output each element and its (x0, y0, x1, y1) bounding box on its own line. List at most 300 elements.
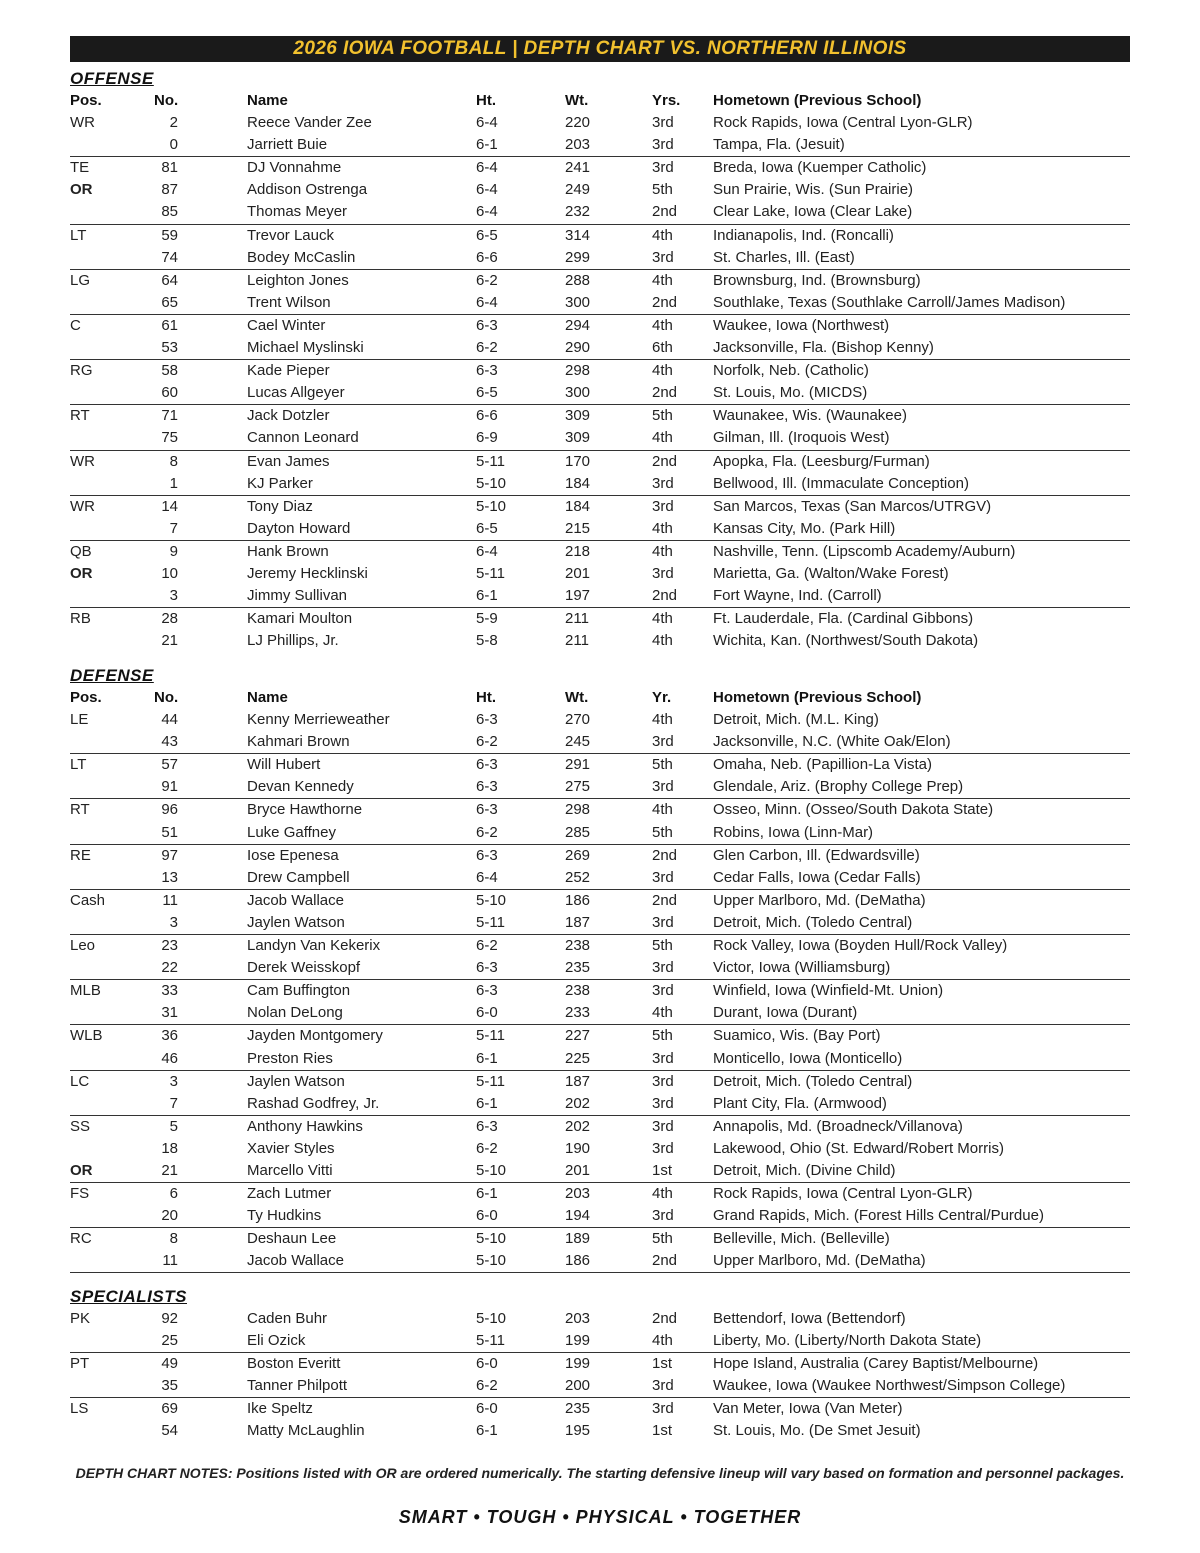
cell-name: Zach Lutmer (247, 1185, 332, 1203)
table-row (70, 315, 1130, 337)
cell-yr: 4th (652, 1332, 673, 1350)
cell-no: 11 (162, 1252, 178, 1270)
cell-yr: 3rd (652, 1139, 674, 1157)
cell-ht: 6-5 (476, 519, 498, 537)
cell-wt: 211 (565, 632, 589, 650)
table-row (70, 563, 1130, 585)
cell-no: 13 (161, 868, 178, 886)
specialists-section (70, 1286, 1130, 1443)
cell-name: Jacob Wallace (247, 1252, 344, 1270)
cell-ht: 6-5 (476, 226, 498, 244)
cell-home: Liberty, Mo. (Liberty/North Dakota State) (713, 1332, 982, 1350)
cell-ht: 6-3 (476, 362, 498, 380)
header-ht: Ht. (476, 689, 496, 706)
cell-name: Preston Ries (247, 1049, 333, 1067)
cell-home: Clear Lake, Iowa (Clear Lake) (713, 203, 913, 221)
cell-no: 69 (161, 1400, 178, 1418)
cell-pos: LE (70, 711, 89, 729)
cell-yr: 2nd (652, 293, 678, 311)
cell-yr: 3rd (652, 1094, 674, 1112)
cell-ht: 5-10 (476, 1252, 507, 1270)
cell-ht: 6-3 (476, 959, 498, 977)
cell-name: Trent Wilson (247, 293, 331, 311)
cell-wt: 227 (565, 1027, 591, 1045)
cell-name: Jayden Montgomery (247, 1027, 383, 1045)
cell-home: Breda, Iowa (Kuemper Catholic) (713, 159, 927, 177)
cell-yr: 5th (652, 937, 673, 955)
cell-wt: 298 (565, 801, 591, 819)
cell-home: Detroit, Mich. (Toledo Central) (713, 1072, 913, 1090)
cell-name: Hank Brown (247, 542, 329, 560)
cell-name: Bryce Hawthorne (247, 801, 363, 819)
cell-name: Tony Diaz (247, 497, 313, 515)
table-row (70, 1420, 1130, 1442)
cell-name: Xavier Styles (247, 1139, 335, 1157)
cell-pos: RT (70, 407, 90, 425)
cell-no: 18 (161, 1139, 178, 1157)
cell-pos: RB (70, 610, 91, 628)
offense-rows (70, 112, 1130, 652)
cell-pos: RC (70, 1230, 92, 1248)
cell-wt: 202 (565, 1094, 591, 1112)
cell-wt: 201 (565, 1161, 591, 1179)
cell-name: Cannon Leonard (247, 429, 359, 447)
table-row (70, 225, 1130, 247)
cell-yr: 3rd (652, 868, 674, 886)
cell-yr: 3rd (652, 1049, 674, 1067)
cell-name: Jimmy Sullivan (247, 587, 348, 605)
table-row (70, 1160, 1130, 1183)
cell-ht: 6-3 (476, 1117, 498, 1135)
cell-no: 14 (161, 497, 178, 515)
cell-wt: 300 (565, 293, 591, 311)
table-row (70, 337, 1130, 360)
cell-no: 74 (161, 248, 178, 266)
cell-home: Waukee, Iowa (Waukee Northwest/Simpson College) (713, 1377, 1066, 1395)
cell-ht: 6-1 (476, 1049, 498, 1067)
cell-name: Cael Winter (247, 316, 326, 334)
cell-pos: OR (70, 564, 93, 582)
defense-rows (70, 709, 1130, 1273)
cell-no: 49 (161, 1355, 178, 1373)
cell-home: Rock Rapids, Iowa (Central Lyon-GLR) (713, 114, 973, 132)
cell-yr: 5th (652, 823, 673, 841)
cell-yr: 5th (652, 756, 673, 774)
cell-yr: 2nd (652, 587, 678, 605)
cell-name: Ty Hudkins (247, 1207, 322, 1225)
cell-no: 71 (161, 407, 178, 425)
cell-home: Upper Marlboro, Md. (DeMatha) (713, 1252, 926, 1270)
cell-no: 85 (161, 203, 178, 221)
table-row (70, 360, 1130, 382)
cell-ht: 6-3 (476, 982, 498, 1000)
cell-home: San Marcos, Texas (San Marcos/UTRGV) (713, 497, 992, 515)
cell-wt: 241 (565, 159, 591, 177)
cell-yr: 3rd (652, 474, 674, 492)
cell-no: 59 (161, 226, 178, 244)
cell-yr: 4th (652, 429, 673, 447)
cell-no: 3 (169, 913, 178, 931)
cell-ht: 6-4 (476, 181, 498, 199)
cell-ht: 6-3 (476, 846, 498, 864)
cell-home: Bettendorf, Iowa (Bettendorf) (713, 1310, 906, 1327)
cell-no: 3 (169, 1072, 178, 1090)
cell-name: Thomas Meyer (247, 203, 348, 221)
table-row (70, 201, 1130, 224)
cell-yr: 5th (652, 1230, 673, 1248)
table-row (70, 867, 1130, 890)
cell-no: 25 (161, 1332, 178, 1350)
cell-ht: 5-10 (476, 1161, 507, 1179)
cell-pos: RT (70, 801, 90, 819)
cell-ht: 6-4 (476, 114, 498, 132)
cell-pos: WR (70, 452, 95, 470)
table-row (70, 451, 1130, 473)
cell-name: Iose Epenesa (247, 846, 339, 864)
cell-yr: 2nd (652, 203, 678, 221)
cell-ht: 6-1 (476, 1185, 498, 1203)
table-row (70, 630, 1130, 652)
cell-wt: 294 (565, 316, 591, 334)
cell-wt: 201 (565, 564, 591, 582)
cell-home: Kansas City, Mo. (Park Hill) (713, 519, 896, 537)
cell-yr: 3rd (652, 1117, 674, 1135)
table-row (70, 1116, 1130, 1138)
cell-home: Grand Rapids, Mich. (Forest Hills Central/Purdue) (713, 1207, 1044, 1225)
table-row (70, 382, 1130, 405)
cell-wt: 203 (565, 1185, 591, 1203)
table-row (70, 157, 1130, 179)
cell-home: Indianapolis, Ind. (Roncalli) (713, 226, 894, 244)
cell-wt: 189 (565, 1230, 591, 1248)
cell-home: Wichita, Kan. (Northwest/South Dakota) (713, 632, 979, 650)
cell-ht: 6-4 (476, 542, 498, 560)
cell-no: 21 (161, 632, 178, 650)
cell-name: Trevor Lauck (247, 226, 334, 244)
cell-home: Glendale, Ariz. (Brophy College Prep) (713, 778, 964, 796)
cell-home: Upper Marlboro, Md. (DeMatha) (713, 891, 926, 909)
cell-yr: 2nd (652, 846, 678, 864)
motto: SMART • TOUGH • PHYSICAL • TOGETHER (398, 1507, 802, 1527)
cell-ht: 6-0 (476, 1400, 498, 1418)
header-wt: Wt. (565, 689, 589, 706)
cell-name: Kenny Merrieweather (247, 711, 390, 729)
table-row (70, 585, 1130, 608)
cell-wt: 218 (565, 542, 591, 560)
table-row (70, 1308, 1130, 1330)
cell-no: 91 (161, 778, 178, 796)
cell-name: Reece Vander Zee (247, 114, 372, 132)
cell-yr: 6th (652, 339, 673, 357)
table-row (70, 845, 1130, 867)
cell-wt: 314 (565, 226, 591, 244)
cell-home: Waukee, Iowa (Northwest) (713, 316, 890, 334)
cell-name: Luke Gaffney (247, 823, 336, 841)
cell-name: Addison Ostrenga (247, 181, 368, 199)
cell-wt: 275 (565, 778, 591, 796)
cell-home: Annapolis, Md. (Broadneck/Villanova) (713, 1117, 963, 1135)
offense-section (70, 68, 1130, 652)
table-row (70, 112, 1130, 134)
cell-home: Plant City, Fla. (Armwood) (713, 1094, 887, 1112)
cell-yr: 3rd (652, 1377, 674, 1395)
table-row (70, 270, 1130, 292)
cell-no: 31 (161, 1004, 178, 1022)
cell-no: 53 (161, 339, 178, 357)
cell-no: 2 (169, 114, 178, 132)
cell-wt: 186 (565, 1252, 591, 1270)
cell-ht: 5-10 (476, 1230, 507, 1248)
cell-ht: 6-2 (476, 1377, 498, 1395)
cell-name: Matty McLaughlin (247, 1422, 365, 1440)
table-row (70, 427, 1130, 450)
cell-yr: 5th (652, 407, 673, 425)
cell-no: 97 (161, 846, 178, 864)
cell-pos: PT (70, 1355, 90, 1373)
cell-ht: 6-4 (476, 159, 498, 177)
cell-pos: PK (70, 1310, 91, 1327)
cell-yr: 4th (652, 316, 673, 334)
cell-name: Deshaun Lee (247, 1230, 337, 1248)
table-row (70, 1205, 1130, 1228)
cell-pos: C (70, 316, 81, 334)
cell-yr: 2nd (652, 891, 678, 909)
cell-ht: 6-3 (476, 778, 498, 796)
cell-name: Jeremy Hecklinski (247, 564, 368, 582)
cell-wt: 203 (565, 136, 591, 154)
cell-ht: 5-11 (476, 564, 505, 582)
cell-home: Robins, Iowa (Linn-Mar) (713, 823, 874, 841)
cell-wt: 238 (565, 937, 591, 955)
cell-wt: 285 (565, 823, 591, 841)
cell-wt: 184 (565, 497, 591, 515)
cell-no: 54 (161, 1422, 178, 1440)
cell-name: Michael Myslinski (247, 339, 364, 357)
cell-home: Waunakee, Wis. (Waunakee) (713, 407, 907, 425)
cell-home: Nashville, Tenn. (Lipscomb Academy/Auburn) (713, 542, 1016, 560)
cell-yr: 3rd (652, 497, 674, 515)
table-row (70, 473, 1130, 496)
cell-no: 36 (161, 1027, 178, 1045)
cell-home: Detroit, Mich. (M.L. King) (713, 711, 879, 729)
table-row (70, 541, 1130, 563)
cell-no: 81 (161, 159, 178, 177)
cell-pos: LS (70, 1400, 89, 1418)
cell-pos: LG (70, 271, 91, 289)
cell-ht: 6-2 (476, 823, 498, 841)
cell-ht: 5-11 (476, 1332, 505, 1350)
cell-ht: 6-1 (476, 1094, 498, 1112)
cell-no: 44 (161, 711, 178, 729)
table-row (70, 1398, 1130, 1420)
cell-ht: 6-5 (476, 384, 498, 402)
cell-name: Will Hubert (247, 756, 321, 774)
cell-name: Ike Speltz (247, 1400, 313, 1418)
cell-name: Jarriett Buie (247, 136, 328, 154)
cell-yr: 4th (652, 519, 673, 537)
cell-no: 64 (161, 271, 178, 289)
table-row (70, 754, 1130, 776)
cell-no: 35 (161, 1377, 178, 1395)
table-row (70, 1002, 1130, 1025)
cell-no: 92 (161, 1310, 178, 1327)
cell-no: 8 (169, 1230, 178, 1248)
header-name: Name (247, 92, 288, 109)
table-row (70, 1025, 1130, 1047)
cell-name: Bodey McCaslin (247, 248, 356, 266)
cell-home: Hope Island, Australia (Carey Baptist/Melbourne) (713, 1355, 1039, 1373)
table-row (70, 134, 1130, 157)
cell-home: Apopka, Fla. (Leesburg/Furman) (713, 452, 930, 470)
cell-pos: WLB (70, 1027, 103, 1045)
cell-wt: 299 (565, 248, 591, 266)
cell-pos: TE (70, 159, 90, 177)
table-row (70, 518, 1130, 541)
cell-no: 51 (161, 823, 178, 841)
cell-name: Caden Buhr (247, 1310, 328, 1327)
cell-yr: 2nd (652, 452, 678, 470)
cell-yr: 4th (652, 1185, 673, 1203)
cell-home: Southlake, Texas (Southlake Carroll/James Madison) (713, 293, 1066, 311)
header-no: No. (154, 689, 179, 706)
cell-ht: 6-4 (476, 203, 498, 221)
cell-no: 57 (161, 756, 178, 774)
cell-no: 28 (161, 610, 178, 628)
cell-ht: 6-3 (476, 316, 498, 334)
table-row (70, 496, 1130, 518)
cell-name: Evan James (247, 452, 330, 470)
cell-no: 61 (161, 316, 178, 334)
cell-no: 20 (161, 1207, 178, 1225)
header-home: Hometown (Previous School) (713, 92, 922, 109)
header-ht: Ht. (476, 92, 496, 109)
cell-ht: 6-1 (476, 587, 498, 605)
cell-ht: 6-4 (476, 868, 498, 886)
cell-name: Derek Weisskopf (247, 959, 361, 977)
cell-name: Kamari Moulton (247, 610, 353, 628)
cell-wt: 199 (565, 1355, 591, 1373)
cell-wt: 225 (565, 1049, 591, 1067)
cell-wt: 309 (565, 429, 591, 447)
cell-name: Dayton Howard (247, 519, 351, 537)
cell-pos: LC (70, 1072, 90, 1090)
cell-home: St. Louis, Mo. (De Smet Jesuit) (713, 1422, 921, 1440)
cell-name: Tanner Philpott (247, 1377, 348, 1395)
table-row (70, 179, 1130, 201)
cell-home: Sun Prairie, Wis. (Sun Prairie) (713, 181, 914, 199)
cell-pos: LT (70, 226, 87, 244)
table-row (70, 709, 1130, 731)
table-row (70, 1250, 1130, 1273)
cell-wt: 235 (565, 1400, 591, 1418)
table-row (70, 405, 1130, 427)
cell-wt: 298 (565, 362, 591, 380)
cell-wt: 199 (565, 1332, 591, 1350)
cell-pos: RG (70, 362, 93, 380)
cell-ht: 6-0 (476, 1207, 498, 1225)
cell-wt: 194 (565, 1207, 591, 1225)
header-wt: Wt. (565, 92, 589, 109)
cell-no: 60 (161, 384, 178, 402)
cell-wt: 215 (565, 519, 591, 537)
header-pos: Pos. (70, 689, 102, 706)
cell-home: Brownsburg, Ind. (Brownsburg) (713, 271, 921, 289)
cell-wt: 233 (565, 1004, 591, 1022)
cell-name: Boston Everitt (247, 1355, 341, 1373)
cell-home: Van Meter, Iowa (Van Meter) (713, 1400, 903, 1418)
cell-ht: 6-2 (476, 733, 498, 751)
cell-no: 8 (169, 452, 178, 470)
cell-yr: 3rd (652, 1072, 674, 1090)
cell-ht: 5-11 (476, 452, 505, 470)
cell-no: 6 (169, 1185, 178, 1203)
cell-name: KJ Parker (247, 474, 313, 492)
cell-yr: 3rd (652, 159, 674, 177)
table-row (70, 1048, 1130, 1071)
cell-name: DJ Vonnahme (247, 159, 342, 177)
cell-pos: MLB (70, 982, 101, 1000)
cell-name: Anthony Hawkins (247, 1117, 363, 1135)
cell-yr: 4th (652, 271, 673, 289)
table-row (70, 1353, 1130, 1375)
cell-home: Rock Rapids, Iowa (Central Lyon-GLR) (713, 1185, 973, 1203)
cell-yr: 2nd (652, 1310, 678, 1327)
table-row (70, 608, 1130, 630)
cell-wt: 270 (565, 711, 591, 729)
cell-yr: 3rd (652, 1400, 674, 1418)
cell-pos: OR (70, 181, 93, 199)
cell-home: St. Louis, Mo. (MICDS) (713, 384, 868, 402)
cell-ht: 5-8 (476, 632, 498, 650)
cell-yr: 4th (652, 610, 673, 628)
cell-wt: 184 (565, 474, 591, 492)
cell-home: Cedar Falls, Iowa (Cedar Falls) (713, 868, 921, 886)
cell-wt: 238 (565, 982, 591, 1000)
cell-name: Nolan DeLong (247, 1004, 343, 1022)
cell-wt: 232 (565, 203, 591, 221)
cell-ht: 6-2 (476, 1139, 498, 1157)
table-row (70, 980, 1130, 1002)
table-row (70, 1138, 1130, 1160)
cell-home: Jacksonville, Fla. (Bishop Kenny) (713, 339, 934, 357)
cell-no: 33 (161, 982, 178, 1000)
cell-yr: 3rd (652, 564, 674, 582)
cell-wt: 195 (565, 1422, 591, 1440)
cell-ht: 5-9 (476, 610, 498, 628)
cell-yr: 4th (652, 801, 673, 819)
cell-wt: 291 (565, 756, 591, 774)
cell-home: Omaha, Neb. (Papillion-La Vista) (713, 756, 932, 774)
cell-no: 7 (169, 1094, 178, 1112)
cell-ht: 6-0 (476, 1004, 498, 1022)
cell-wt: 200 (565, 1377, 591, 1395)
cell-yr: 3rd (652, 778, 674, 796)
cell-home: Lakewood, Ohio (St. Edward/Robert Morris) (713, 1139, 1004, 1157)
cell-yr: 4th (652, 711, 673, 729)
cell-no: 5 (169, 1117, 178, 1135)
defense-header-row (70, 687, 1130, 709)
cell-no: 11 (162, 891, 178, 909)
cell-pos: OR (70, 1161, 93, 1179)
table-row (70, 776, 1130, 799)
cell-no: 7 (169, 519, 178, 537)
cell-no: 9 (169, 542, 178, 560)
cell-wt: 245 (565, 733, 591, 751)
cell-ht: 5-10 (476, 1310, 507, 1327)
table-row (70, 822, 1130, 845)
cell-name: Cam Buffington (247, 982, 351, 1000)
defense-title: DEFENSE (70, 666, 154, 685)
